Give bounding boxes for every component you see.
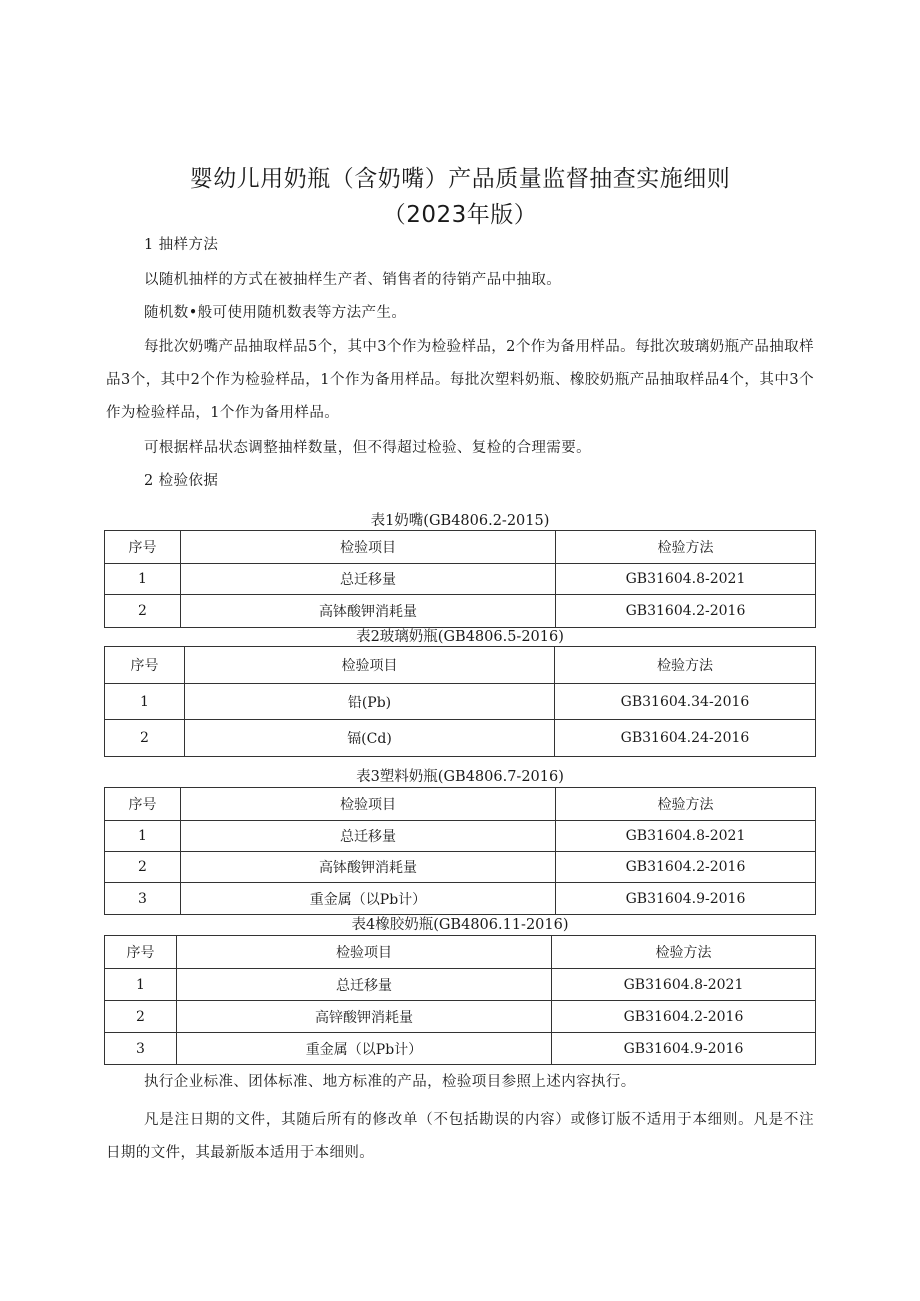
table-row bbox=[105, 720, 816, 757]
table-row bbox=[105, 564, 816, 595]
cell-index: 1 bbox=[105, 684, 185, 720]
table-3-plastic-bottle bbox=[104, 787, 816, 915]
cell-test-item: 铅(Pb) bbox=[185, 684, 555, 720]
table-1-caption: 表1奶嘴(GB4806.2-2015) bbox=[370, 513, 550, 529]
cell-test-item: 高锌酸钾消耗量 bbox=[177, 1001, 552, 1033]
paragraph-sample-quantity: 每批次奶嘴产品抽取样品5个，其中3个作为检验样品，2个作为备用样品。每批次玻璃奶瓶产品抽取样品3个，其中2个作为检验样品，1个作为备用样品。每批次塑料奶瓶、橡胶奶瓶产品抽取样品4个，其中3个作为检验样品，1个作为备用样品。 bbox=[106, 339, 814, 421]
header-index: 序号 bbox=[105, 936, 177, 969]
table-2-glass-bottle bbox=[104, 646, 816, 757]
header-test-item: 检验项目 bbox=[185, 647, 555, 684]
table-header-row bbox=[105, 531, 816, 564]
section-1-heading: 1 抽样方法 bbox=[144, 237, 219, 253]
header-test-item: 检验项目 bbox=[181, 531, 556, 564]
table-row bbox=[105, 1001, 816, 1033]
header-test-method: 检验方法 bbox=[555, 647, 816, 684]
table-1-teat bbox=[104, 530, 816, 628]
table-row bbox=[105, 821, 816, 852]
cell-test-method: GB31604.8-2021 bbox=[552, 969, 816, 1001]
cell-test-method: GB31604.8-2021 bbox=[556, 564, 816, 595]
cell-test-method: GB31604.8-2021 bbox=[556, 821, 816, 852]
table-4-rubber-bottle bbox=[104, 935, 816, 1065]
cell-test-item: 重金属（以Pb计） bbox=[181, 883, 556, 915]
header-test-method: 检验方法 bbox=[552, 936, 816, 969]
paragraph-dated-references: 凡是注日期的文件，其随后所有的修改单（不包括勘误的内容）或修订版不适用于本细则。凡是不注日期的文件，其最新版本适用于本细则。 bbox=[106, 1112, 814, 1161]
document-title: 婴幼儿用奶瓶（含奶嘴）产品质量监督抽查实施细则 bbox=[189, 166, 731, 192]
cell-test-method: GB31604.24-2016 bbox=[555, 720, 816, 757]
paragraph-sampling-method: 以随机抽样的方式在被抽样生产者、销售者的待销产品中抽取。 bbox=[144, 272, 562, 288]
table-header-row bbox=[105, 788, 816, 821]
cell-index: 3 bbox=[105, 1033, 177, 1065]
paragraph-random-number: 随机数•般可使用随机数表等方法产生。 bbox=[144, 305, 407, 321]
cell-index: 1 bbox=[105, 564, 181, 595]
cell-test-item: 镉(Cd) bbox=[185, 720, 555, 757]
section-2-heading: 2 检验依据 bbox=[144, 473, 219, 489]
cell-index: 1 bbox=[105, 821, 181, 852]
cell-test-item: 高钵酸钾消耗量 bbox=[181, 852, 556, 883]
header-index: 序号 bbox=[105, 788, 181, 821]
paragraph-other-standards: 执行企业标准、团体标准、地方标准的产品，检验项目参照上述内容执行。 bbox=[144, 1074, 636, 1090]
cell-index: 3 bbox=[105, 883, 181, 915]
cell-test-method: GB31604.34-2016 bbox=[555, 684, 816, 720]
document-version: （2023年版） bbox=[382, 202, 538, 228]
cell-test-item: 重金属（以Pb计） bbox=[177, 1033, 552, 1065]
header-index: 序号 bbox=[105, 531, 181, 564]
cell-test-method: GB31604.2-2016 bbox=[552, 1001, 816, 1033]
cell-index: 2 bbox=[105, 852, 181, 883]
header-test-method: 检验方法 bbox=[556, 788, 816, 821]
cell-test-method: GB31604.9-2016 bbox=[556, 883, 816, 915]
table-3-caption: 表3塑料奶瓶(GB4806.7-2016) bbox=[356, 769, 564, 785]
cell-test-method: GB31604.2-2016 bbox=[556, 595, 816, 628]
table-header-row bbox=[105, 647, 816, 684]
table-row bbox=[105, 1033, 816, 1065]
table-row bbox=[105, 595, 816, 628]
header-index: 序号 bbox=[105, 647, 185, 684]
table-4-caption: 表4橡胶奶瓶(GB4806.11-2016) bbox=[351, 917, 569, 933]
cell-test-item: 总迁移量 bbox=[181, 564, 556, 595]
cell-test-method: GB31604.9-2016 bbox=[552, 1033, 816, 1065]
header-test-item: 检验项目 bbox=[181, 788, 556, 821]
cell-test-item: 总迁移量 bbox=[177, 969, 552, 1001]
table-2-caption: 表2玻璃奶瓶(GB4806.5-2016) bbox=[356, 629, 564, 645]
table-row bbox=[105, 883, 816, 915]
cell-index: 2 bbox=[105, 720, 185, 757]
header-test-item: 检验项目 bbox=[177, 936, 552, 969]
cell-index: 1 bbox=[105, 969, 177, 1001]
cell-index: 2 bbox=[105, 1001, 177, 1033]
cell-test-item: 总迁移量 bbox=[181, 821, 556, 852]
table-header-row bbox=[105, 936, 816, 969]
table-row bbox=[105, 684, 816, 720]
header-test-method: 检验方法 bbox=[556, 531, 816, 564]
cell-test-item: 高钵酸钾消耗量 bbox=[181, 595, 556, 628]
paragraph-adjust-quantity: 可根据样品状态调整抽样数量，但不得超过检验、复检的合理需要。 bbox=[144, 440, 591, 456]
cell-index: 2 bbox=[105, 595, 181, 628]
cell-test-method: GB31604.2-2016 bbox=[556, 852, 816, 883]
table-row bbox=[105, 969, 816, 1001]
table-row bbox=[105, 852, 816, 883]
